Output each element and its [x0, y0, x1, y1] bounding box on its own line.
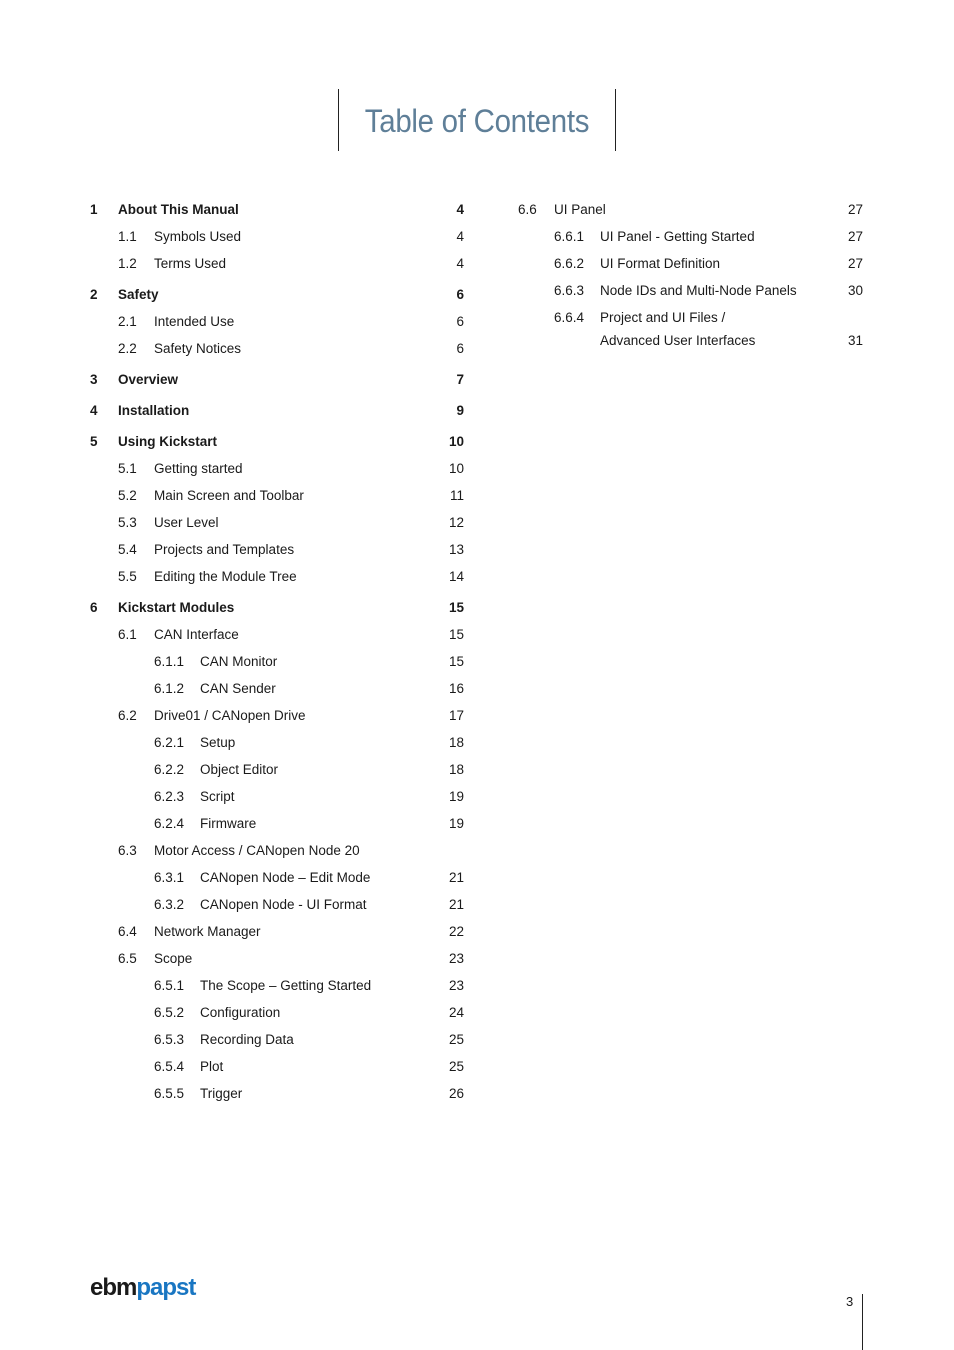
toc-entry-page: 27	[847, 202, 863, 217]
toc-entry-number: 6.6.2	[554, 256, 585, 271]
toc-entry[interactable]	[90, 977, 464, 995]
title-frame	[338, 89, 616, 151]
toc-entry-title	[200, 815, 256, 833]
toc-entry-page: 9	[456, 403, 464, 418]
toc-entry-number: 5.2	[118, 488, 137, 503]
toc-entry-title-line: Recording Data	[200, 1032, 294, 1047]
toc-entry-page: 11	[449, 488, 464, 503]
page-number-rule	[862, 1294, 863, 1350]
toc-entry-title	[118, 402, 189, 420]
toc-entry-title-line: Configuration	[200, 1005, 281, 1020]
toc-entry-title-line: Project and UI Files /	[600, 310, 726, 325]
toc-entry-title-line: Intended Use	[154, 314, 235, 329]
toc-entry[interactable]	[90, 896, 464, 914]
toc-entry-title	[200, 680, 276, 698]
toc-entry-title-line: UI Format Definition	[600, 256, 721, 271]
toc-entry-title-line: Network Manager	[154, 924, 261, 939]
toc-entry-page: 6	[456, 314, 464, 329]
toc-entry-title-line: Advanced User Interfaces	[600, 333, 756, 348]
toc-entry-page: 6	[456, 341, 464, 356]
toc-entry-page: 4	[456, 229, 464, 244]
toc-entry-page: 14	[448, 569, 464, 584]
toc-entry-title-line: CANopen Node – Edit Mode	[200, 870, 371, 885]
toc-entry-number: 2	[90, 287, 98, 302]
toc-entry-number: 6.4	[118, 924, 137, 939]
toc-entry-title-line: Firmware	[200, 816, 257, 831]
toc-entry-number: 6.3.1	[154, 870, 185, 885]
toc-entry-page: 23	[448, 978, 464, 993]
toc-entry-page: 30	[847, 283, 863, 298]
toc-entry-number: 6.6	[518, 202, 537, 217]
toc-entry-page: 23	[448, 951, 464, 966]
toc-entry[interactable]	[90, 707, 464, 725]
toc-entry-title	[154, 228, 241, 246]
toc-entry-title	[154, 626, 239, 644]
toc-entry-title	[200, 653, 277, 671]
toc-entry[interactable]	[90, 734, 464, 752]
toc-entry-page: 25	[448, 1059, 464, 1074]
toc-entry[interactable]	[518, 201, 863, 219]
toc-entry-title	[154, 568, 297, 586]
toc-entry-number: 6.5.3	[154, 1032, 185, 1047]
toc-entry-title	[200, 1058, 223, 1076]
toc-entry-number: 4	[90, 403, 98, 418]
toc-entry-number: 5.4	[118, 542, 137, 557]
toc-entry-title-line: Trigger	[200, 1086, 243, 1101]
toc-entry[interactable]	[90, 1004, 464, 1022]
toc-entry-title	[154, 707, 306, 725]
toc-entry-number: 5.5	[118, 569, 137, 584]
toc-entry-title	[154, 842, 360, 860]
toc-entry[interactable]	[518, 309, 863, 351]
toc-entry-page: 16	[448, 681, 464, 696]
toc-entry[interactable]	[518, 282, 863, 300]
toc-entry[interactable]	[90, 568, 464, 586]
toc-entry[interactable]	[90, 402, 464, 420]
toc-entry-number: 6.5.5	[154, 1086, 185, 1101]
toc-entry[interactable]	[90, 761, 464, 779]
toc-entry-number: 6.5.4	[154, 1059, 185, 1074]
toc-entry-title-line: Installation	[118, 403, 190, 418]
toc-entry-page: 26	[448, 1086, 464, 1101]
toc-entry[interactable]	[90, 1031, 464, 1049]
toc-entry-number: 6.5.2	[154, 1005, 185, 1020]
toc-entry-title-line: Motor Access / CANopen Node 20	[154, 843, 360, 858]
toc-entry[interactable]	[518, 228, 863, 246]
toc-entry-title	[118, 433, 217, 451]
toc-entry-title	[154, 340, 241, 358]
toc-entry[interactable]	[90, 541, 464, 559]
toc-entry-title	[154, 541, 294, 559]
toc-entry-title	[154, 460, 243, 478]
toc-entry-title	[154, 313, 234, 331]
toc-entry-number: 6.2.4	[154, 816, 185, 831]
toc-entry[interactable]	[90, 869, 464, 887]
toc-entry-title	[600, 282, 797, 300]
toc-entry-number: 6.6.1	[554, 229, 585, 244]
toc-entry-title	[118, 371, 178, 389]
toc-entry-title	[200, 761, 278, 779]
toc-entry-number: 2.1	[118, 314, 137, 329]
toc-entry-title	[118, 286, 159, 304]
toc-entry[interactable]	[90, 599, 464, 617]
toc-entry[interactable]	[518, 255, 863, 273]
page-number: 3	[846, 1294, 854, 1309]
toc-entry-title-line: Using Kickstart	[118, 434, 218, 449]
toc-entry-title-line: Drive01 / CANopen Drive	[154, 708, 306, 723]
toc-entry[interactable]	[90, 1058, 464, 1076]
toc-entry[interactable]	[90, 313, 464, 331]
toc-entry-title-line: Setup	[200, 735, 236, 750]
logo-ebm: ebm	[90, 1274, 137, 1301]
toc-entry[interactable]	[90, 255, 464, 273]
toc-entry-title	[200, 788, 235, 806]
toc-entry[interactable]	[90, 340, 464, 358]
toc-entry-title	[118, 599, 234, 617]
toc-entry-title-line: The Scope – Getting Started	[200, 978, 372, 993]
toc-entry-number: 2.2	[118, 341, 137, 356]
toc-entry-title-line: UI Panel	[554, 202, 606, 217]
toc-entry-title-line: Safety Notices	[154, 341, 242, 356]
toc-entry-page: 24	[448, 1005, 464, 1020]
toc-entry-title	[154, 950, 192, 968]
toc-entry-page: 25	[448, 1032, 464, 1047]
toc-entry-page: 13	[448, 542, 464, 557]
toc-entry-number: 1.1	[118, 229, 137, 244]
toc-entry-number: 1.2	[118, 256, 137, 271]
toc-entry-title-line: Terms Used	[154, 256, 227, 271]
logo-papst: papst	[136, 1274, 196, 1301]
toc-entry-page: 15	[448, 654, 464, 669]
toc-entry-number: 3	[90, 372, 98, 387]
toc-entry-title-line: About This Manual	[118, 202, 239, 217]
toc-entry[interactable]	[90, 460, 464, 478]
ebmpapst-logo	[90, 1276, 195, 1300]
toc-entry-title-line: Getting started	[154, 461, 243, 476]
toc-entry-title	[118, 201, 239, 219]
toc-entry-page: 15	[448, 627, 464, 642]
toc-entry-number: 6.6.3	[554, 283, 585, 298]
toc-entry-title	[600, 255, 720, 273]
toc-entry-page: 10	[448, 461, 464, 476]
toc-entry-title	[600, 309, 755, 350]
toc-entry-page: 19	[448, 789, 464, 804]
toc-entry-page: 27	[847, 229, 863, 244]
toc-entry-page: 21	[448, 870, 464, 885]
toc-entry-page: 17	[448, 708, 464, 723]
toc-entry-title-line: Scope	[154, 951, 193, 966]
toc-entry-title-line: CANopen Node - UI Format	[200, 897, 367, 912]
toc-entry[interactable]	[90, 286, 464, 304]
toc-entry[interactable]	[90, 923, 464, 941]
toc-entry-title-line: Overview	[118, 372, 179, 387]
toc-entry-title	[200, 869, 370, 887]
toc-entry-number: 5.1	[118, 461, 137, 476]
toc-entry[interactable]	[90, 433, 464, 451]
toc-entry-title-line: User Level	[154, 515, 219, 530]
toc-entry-number: 6.3.2	[154, 897, 185, 912]
toc-entry-number: 6.3	[118, 843, 137, 858]
toc-entry-page: 15	[448, 600, 464, 615]
toc-entry-title-line: Object Editor	[200, 762, 279, 777]
toc-entry-title-line: Projects and Templates	[154, 542, 295, 557]
toc-entry-page: 21	[448, 897, 464, 912]
toc-entry-number: 6.2.2	[154, 762, 185, 777]
toc-entry-title-line: Plot	[200, 1059, 224, 1074]
toc-entry-number: 6.2	[118, 708, 137, 723]
toc-entry[interactable]	[90, 228, 464, 246]
toc-entry-page: 27	[847, 256, 863, 271]
toc-entry-title-line: CAN Monitor	[200, 654, 278, 669]
toc-entry-page: 22	[448, 924, 464, 939]
toc-entry-number: 5	[90, 434, 98, 449]
toc-entry-number: 6.5	[118, 951, 137, 966]
toc-entry[interactable]	[90, 950, 464, 968]
toc-entry-title-line: Main Screen and Toolbar	[154, 488, 304, 503]
toc-entry[interactable]	[90, 680, 464, 698]
toc-entry-title	[154, 255, 226, 273]
toc-entry-title	[154, 514, 219, 532]
toc-entry-number: 6.1.2	[154, 681, 185, 696]
toc-entry[interactable]	[90, 842, 464, 860]
toc-entry-title	[200, 1085, 242, 1103]
toc-entry-title	[600, 228, 755, 246]
toc-entry-title	[200, 734, 235, 752]
toc-entry[interactable]	[90, 487, 464, 505]
toc-entry-page: 4	[456, 202, 464, 217]
toc-entry-title-line: CAN Sender	[200, 681, 276, 696]
toc-entry-title-line: Node IDs and Multi-Node Panels	[600, 283, 797, 298]
toc-entry-number: 6.1.1	[154, 654, 185, 669]
toc-entry-title	[200, 1004, 280, 1022]
toc-entry-page: 18	[448, 735, 464, 750]
toc-entry-title-line: UI Panel - Getting Started	[600, 229, 755, 244]
toc-entry[interactable]	[90, 1085, 464, 1103]
toc-entry-title	[200, 896, 367, 914]
toc-entry-number: 6.2.3	[154, 789, 185, 804]
toc-entry-number: 6.6.4	[554, 310, 585, 325]
toc-entry-page: 4	[456, 256, 464, 271]
toc-entry-number: 6.1	[118, 627, 137, 642]
toc-entry-page: 12	[448, 515, 464, 530]
toc-entry-title	[200, 1031, 294, 1049]
toc-entry-page: 6	[456, 287, 464, 302]
toc-entry-title-line: CAN Interface	[154, 627, 239, 642]
toc-entry-number: 6	[90, 600, 98, 615]
toc-entry-page: 18	[448, 762, 464, 777]
toc-entry-title-line: Editing the Module Tree	[154, 569, 297, 584]
toc-entry-title-line: Safety	[118, 287, 159, 302]
page-title: Table of Contents	[364, 103, 590, 139]
toc-entry-number: 6.5.1	[154, 978, 185, 993]
toc-entry[interactable]	[90, 815, 464, 833]
toc-entry[interactable]	[90, 653, 464, 671]
toc-entry[interactable]	[90, 371, 464, 389]
toc-entry-title-line: Kickstart Modules	[118, 600, 235, 615]
toc-entry[interactable]	[90, 201, 464, 219]
toc-entry-title	[200, 977, 371, 995]
toc-entry[interactable]	[90, 626, 464, 644]
toc-entry-page: 31	[847, 333, 863, 348]
toc-entry[interactable]	[90, 788, 464, 806]
toc-entry[interactable]	[90, 514, 464, 532]
toc-entry-number: 5.3	[118, 515, 137, 530]
toc-entry-page: 10	[448, 434, 464, 449]
toc-entry-number: 6.2.1	[154, 735, 185, 750]
toc-entry-page: 7	[456, 372, 464, 387]
toc-entry-title	[154, 923, 261, 941]
toc-entry-title-line: Symbols Used	[154, 229, 242, 244]
toc-entry-title	[154, 487, 304, 505]
toc-entry-page: 19	[448, 816, 464, 831]
toc-entry-number: 1	[90, 202, 98, 217]
toc-entry-title-line: Script	[200, 789, 235, 804]
toc-entry-title	[554, 201, 606, 219]
